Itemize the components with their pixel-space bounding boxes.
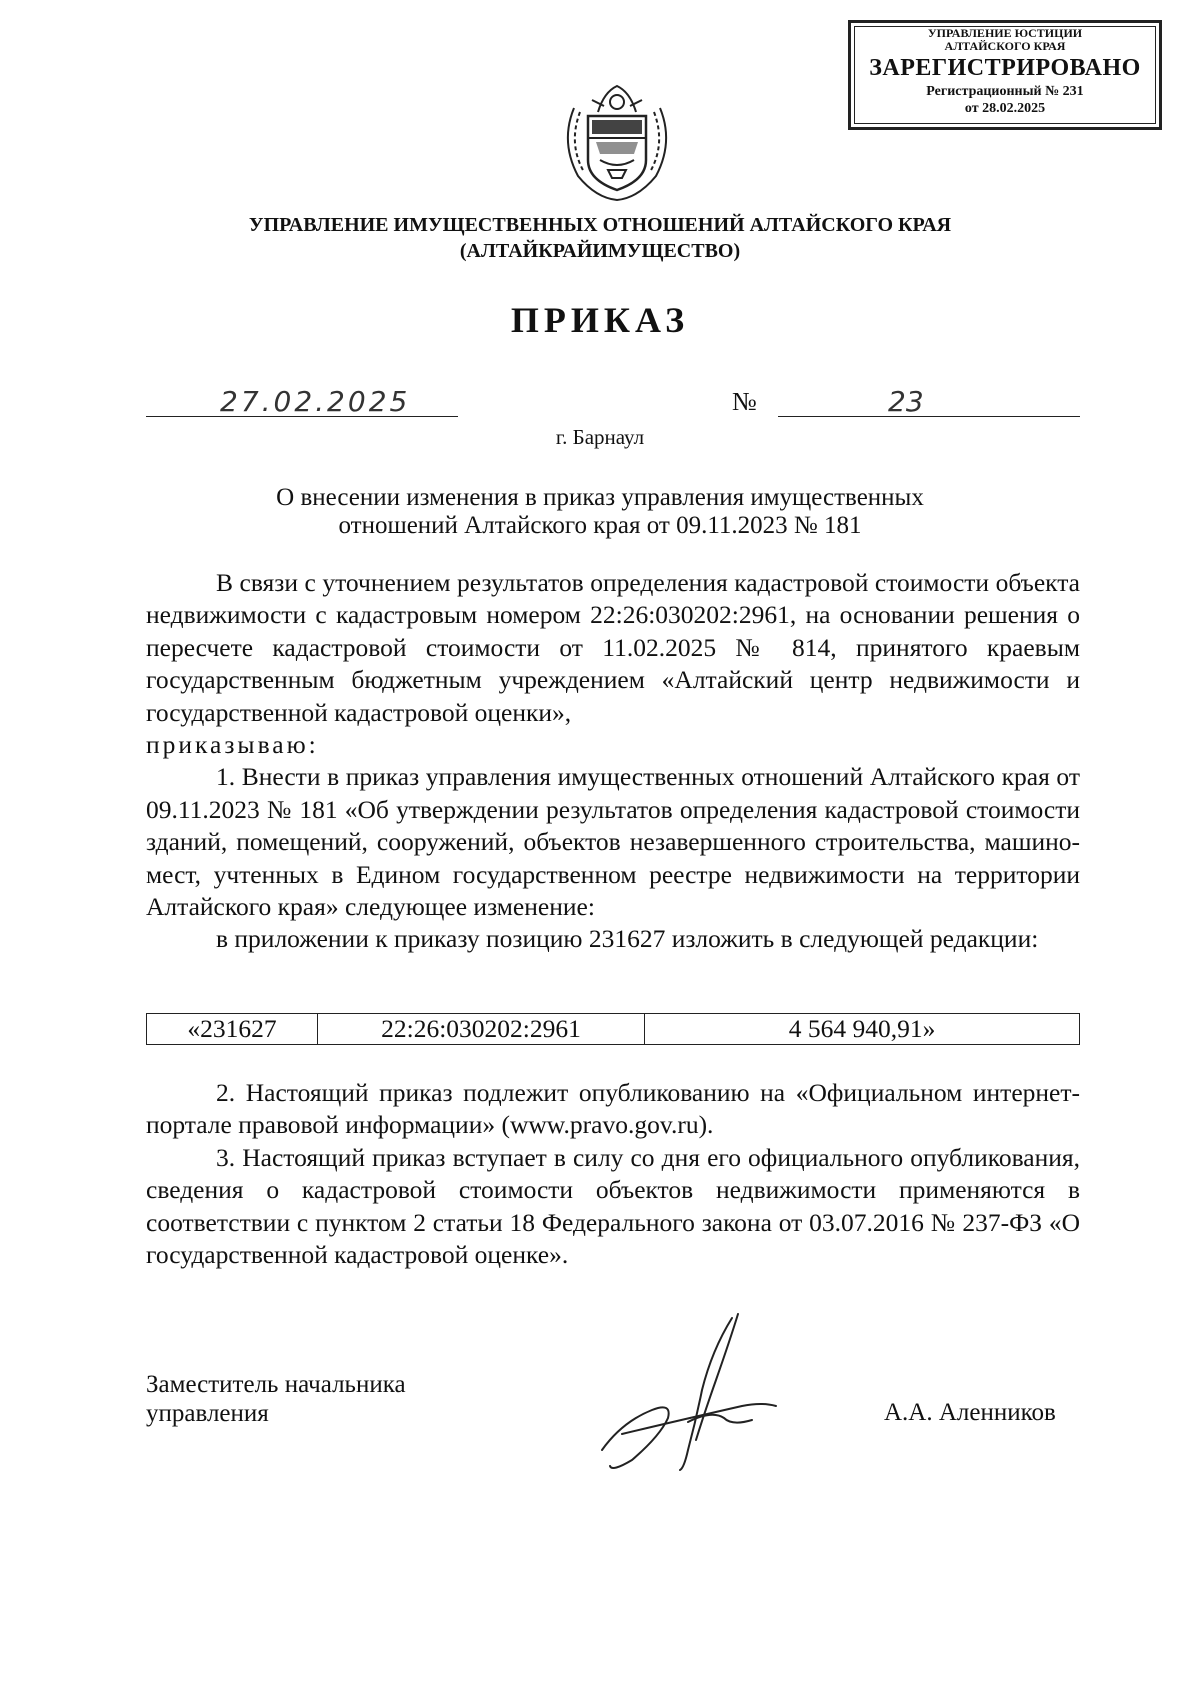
stamp-status: ЗАРЕГИСТРИРОВАНО [869, 55, 1141, 81]
city: г. Барнаул [555, 425, 645, 449]
table-cell-cadastral-number: 22:26:030202:2961 [318, 1014, 645, 1045]
document-subject [0, 484, 1200, 540]
table-cell-value: 4 564 940,91» [645, 1014, 1080, 1045]
handwritten-number: 23 [888, 385, 924, 418]
registration-stamp [848, 20, 1162, 130]
subject-line2: отношений Алтайского края от 09.11.2023 № 181 [338, 512, 862, 539]
document-title: ПРИКАЗ [510, 300, 690, 340]
table-cell-position: «231627 [147, 1014, 318, 1045]
handwritten-date: 27.02.2025 [220, 385, 411, 418]
handwritten-signature [592, 1310, 792, 1480]
intro-paragraph: В связи с уточнением результатов определения кадастровой стоимости объекта недвижимости с кадастровым номером 22:26:030202:2961, на основании решения о пересчете кадастровой стоимости от 11.02.2025 № 814, принятого краевым государственным бюджетным учреждением «Алтайский центр недвижимости и государственной кадастровой оценки», [146, 568, 1080, 727]
stamp-registration-number: Регистрационный № 231 [926, 84, 1084, 99]
item-3: 3. Настоящий приказ вступает в силу со дня его официального опубликования, сведения о кадастровой стоимости объектов недвижимости применяются в соответствии с пунктом 2 статьи 18 Федерального закона от 03.07.2016 № 237-ФЗ «О государственной кадастровой оценке». [146, 1142, 1080, 1270]
document-body [146, 567, 1080, 956]
document-body-continued [146, 1077, 1080, 1271]
number-underline [778, 416, 1080, 417]
organization-short-name: (АЛТАЙКРАЙИМУЩЕСТВО) [459, 240, 741, 262]
item-1-sub: в приложении к приказу позицию 231627 изложить в следующей редакции: [216, 924, 1039, 954]
number-sign: № [732, 387, 757, 416]
item-1: 1. Внести в приказ управления имущественных отношений Алтайского края от 09.11.2023 № 181 «Об утверждении результатов определения кадастровой стоимости зданий, помещений, сооружений, объектов незавершенного строительства, машино-мест, учтенных в Едином государственном реестре недвижимости на территории Алтайского края» следующее изменение: [146, 762, 1080, 922]
stamp-inner-border [854, 26, 1156, 124]
signatory-position-line2: управления [146, 1400, 269, 1427]
order-word: приказываю: [146, 730, 319, 760]
signatory-position [146, 1370, 406, 1428]
position-table [146, 1013, 1080, 1045]
stamp-authority-line2: АЛТАЙСКОГО КРАЯ [944, 39, 1066, 53]
coat-of-arms-icon [552, 72, 682, 204]
signatory-position-line1: Заместитель начальника [146, 1371, 406, 1398]
organization-name: УПРАВЛЕНИЕ ИМУЩЕСТВЕННЫХ ОТНОШЕНИЙ АЛТАЙСКОГО КРАЯ [248, 214, 952, 236]
signatory-name: А.А. Аленников [884, 1399, 1056, 1426]
stamp-authority-line1: УПРАВЛЕНИЕ ЮСТИЦИИ [927, 26, 1083, 40]
stamp-registration-date: от 28.02.2025 [964, 101, 1046, 116]
item-2: 2. Настоящий приказ подлежит опубликованию на «Официальном интернет-портале правовой информации» (www.pravo.gov.ru). [146, 1078, 1080, 1140]
table-row [147, 1014, 1080, 1045]
subject-line1: О внесении изменения в приказ управления имущественных [276, 484, 924, 511]
